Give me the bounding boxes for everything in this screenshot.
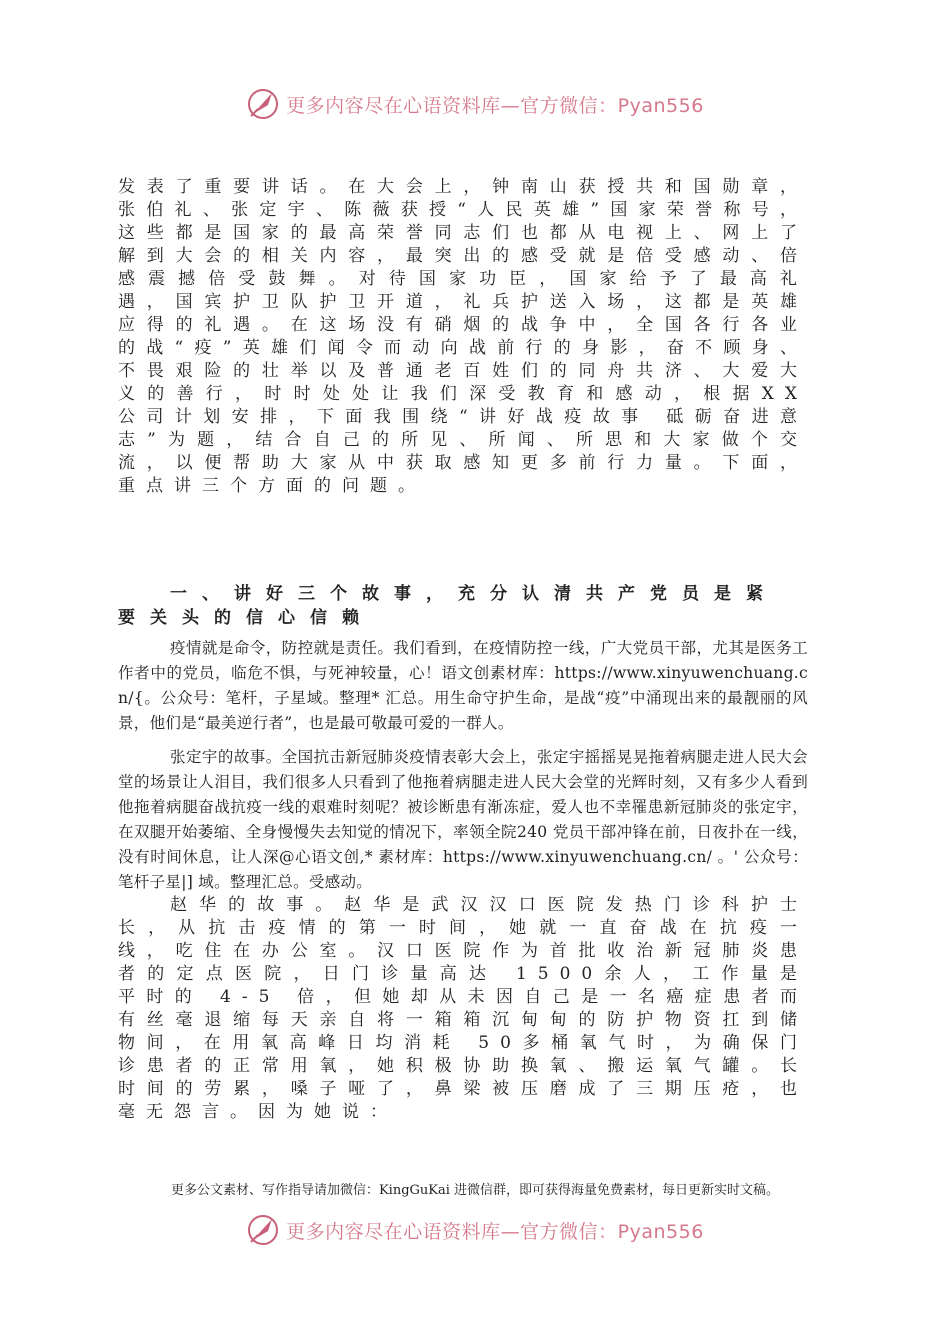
- quill-logo-icon: [246, 1213, 280, 1247]
- bottom-banner: [0, 1212, 950, 1248]
- paragraph-3: [118, 894, 808, 1124]
- paragraph-2: [118, 745, 808, 895]
- quill-logo-icon: [246, 87, 280, 121]
- footer-note: 更多公文素材、写作指导请加微信：KingGuKai 进微信群，即可获得海量免费素材，每日更新实时文稿。: [170, 1183, 780, 1198]
- section-heading-text: 一、讲好三个故事，充分认清共产党员是紧要关头的信心信赖: [118, 584, 778, 628]
- paragraph-2-text: 张定宇的故事。全国抗击新冠肺炎疫情表彰大会上，张定宇摇摇晃晃拖着病腿走进人民大会堂的场景让人泪目，我们很多人只看到了他拖着病腿走进人民大会堂的光辉时刻，又有多少人看到他拖着病腿奋战抗疫一线的艰难时刻呢？被诊断患有渐冻症，爱人也不幸罹患新冠肺炎的张定宇，在双腿开始萎缩、全身慢慢失去知觉的情况下，率领全院240 党员干部冲锋在前，日夜扑在一线，没有时间休息，让人深@心语文创,* 素材库：https://www.xinyuwenchuang.cn/ 。' 公众号：笔杆子星|] 域。整理汇总。受感动。: [118, 748, 808, 891]
- section-heading: [118, 582, 808, 630]
- paragraph-1: [118, 636, 808, 736]
- intro-text: 发表了重要讲话。在大会上，钟南山获授共和国勋章，张伯礼、张定宇、陈薇获授“人民英雄”国家荣誉称号，这些都是国家的最高荣誉同志们也都从电视上、网上了解到大会的相关内容，最突出的感受就是倍受感动、倍感震撼倍受鼓舞。对待国家功臣，国家给予了最高礼遇，国宾护卫队护卫开道，礼兵护送入场，这都是英雄应得的礼遇。在这场没有硝烟的战争中，全国各行各业的战“疫”英雄们闻令而动向战前行的身影，奋不顾身、不畏艰险的壮举以及普通老百姓们的同舟共济、大爱大义的善行，时时处处让我们深受教育和感动，根据XX公司计划安排，下面我围绕“讲好战疫故事 砥砺奋进意志”为题，结合自己的所见、所闻、所思和大家做个交流，以便帮助大家从中获取感知更多前行力量。下面，重点讲三个方面的问题。: [118, 177, 808, 496]
- paragraph-3-text: 赵华的故事。赵华是武汉汉口医院发热门诊科护士长，从抗击疫情的第一时间，她就一直奋战在抗疫一线，吃住在办公室。汉口医院作为首批收治新冠肺炎患者的定点医院，日门诊量高达 1500余人，工作量是平时的 4-5 倍，但她却从未因自己是一名癌症患者而有丝毫退缩每天亲自将一箱箱沉甸甸的防护物资扛到储物间，在用氧高峰日均消耗 50多桶氧气时，为确保门诊患者的正常用氧，她积极协助换氧、搬运氧气罐。长时间的劳累，嗓子哑了，鼻梁被压磨成了三期压疮，也毫无怨言。因为她说：: [118, 895, 808, 1122]
- banner-text: 更多内容尽在心语资料库—官方微信：Pyan556: [286, 1220, 704, 1243]
- top-banner: [0, 86, 950, 122]
- paragraph-1-text: 疫情就是命令，防控就是责任。我们看到，在疫情防控一线，广大党员干部，尤其是医务工作者中的党员，临危不惧，与死神较量，心！语文创素材库：https://www.xinyuwenchuang.cn/{。公众号：笔杆，子星域。整理* 汇总。用生命守护生命，是战“疫”中涌现出来的最靓丽的风景，他们是“最美逆行者”，也是最可敬最可爱的一群人。: [118, 639, 808, 732]
- intro-paragraph: [118, 176, 808, 498]
- banner-text: 更多内容尽在心语资料库—官方微信：Pyan556: [286, 94, 704, 117]
